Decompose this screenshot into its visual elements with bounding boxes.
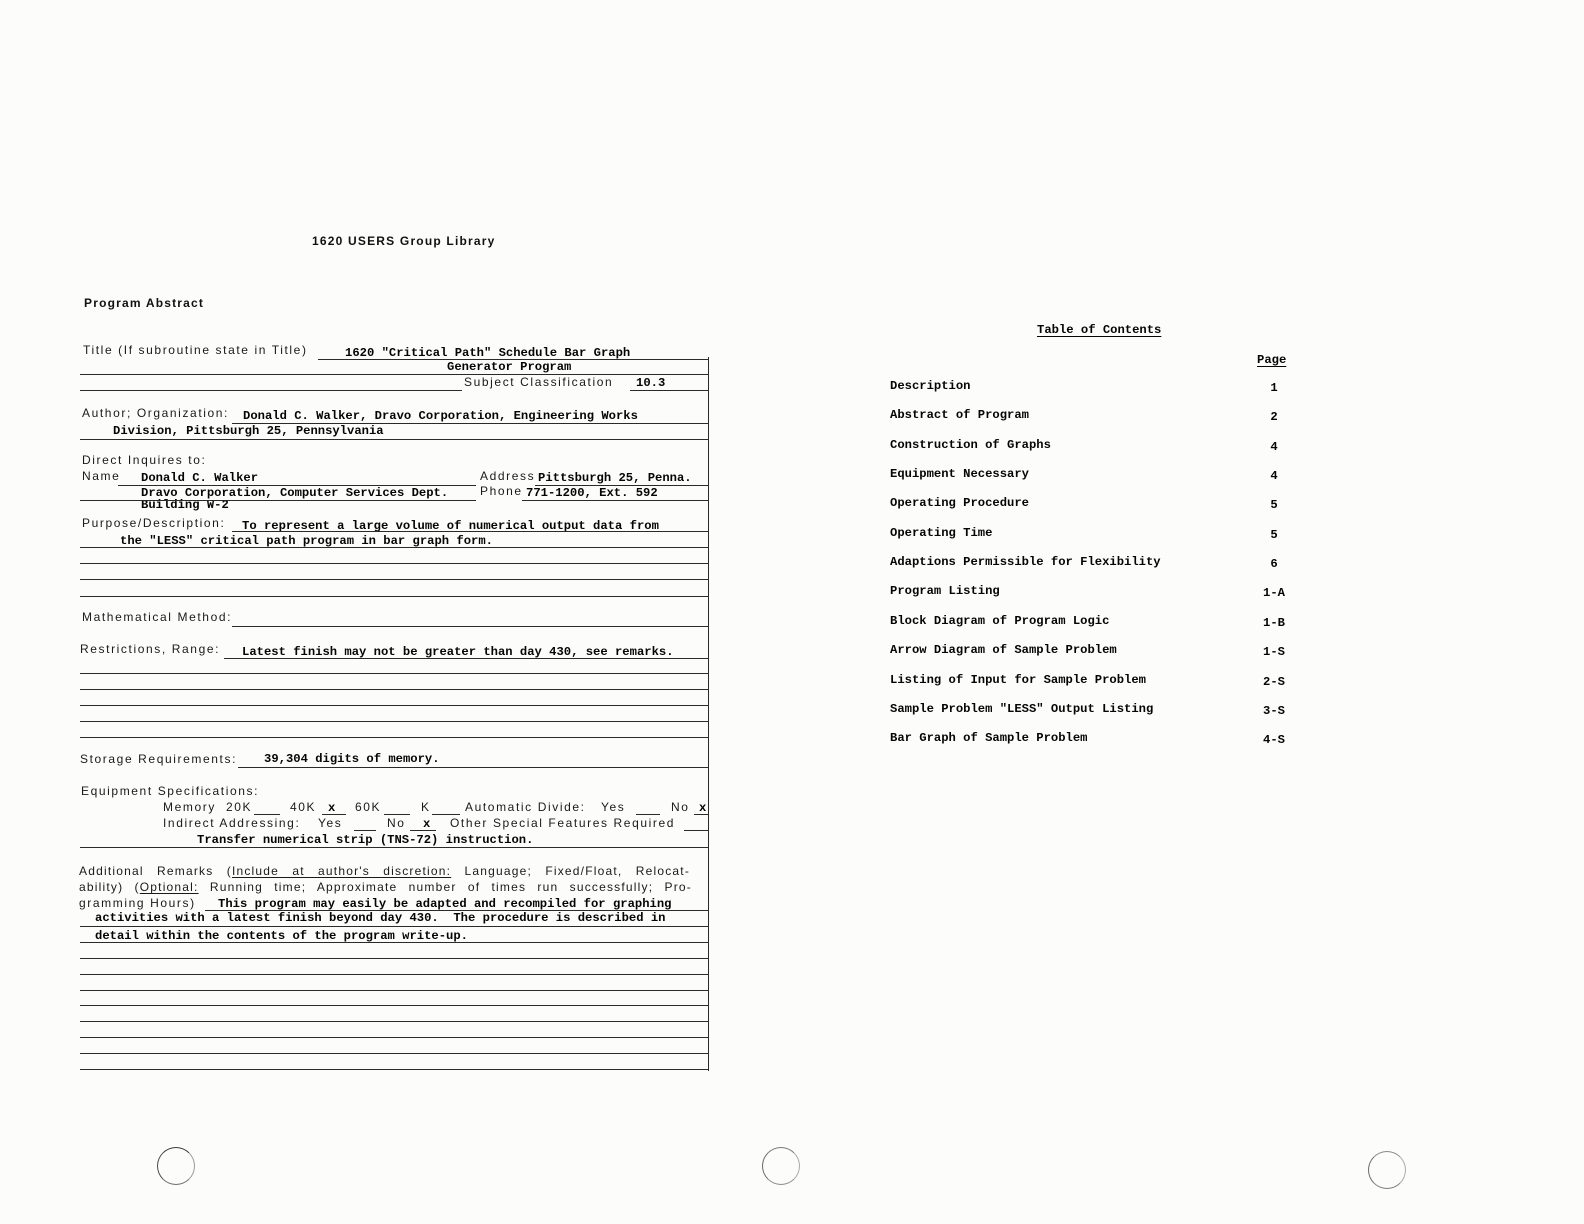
library-heading: 1620 USERS Group Library: [312, 234, 496, 248]
name-value-line1: Donald C. Walker: [141, 471, 259, 485]
toc-row: [870, 439, 1320, 455]
toc-entry-page: 4-S: [1263, 733, 1285, 748]
form-rule: [354, 830, 376, 831]
toc-row: [870, 556, 1320, 572]
title-label: Title (If subroutine state in Title): [83, 343, 308, 357]
toc-row: [870, 409, 1320, 425]
indirect-addressing-yes-label: Yes: [318, 816, 343, 830]
remarks-discretion-note: Include at author's discretion:: [231, 864, 452, 878]
form-rule: [80, 990, 708, 991]
title-value-line2: Generator Program: [447, 360, 572, 374]
form-rule: [630, 390, 708, 391]
remarks-line1-start: Additional Remarks (: [79, 864, 232, 878]
toc-entry-page: 5: [1270, 527, 1278, 542]
toc-row: [870, 732, 1320, 748]
author-value-line1: Donald C. Walker, Dravo Corporation, Engineering Works: [243, 409, 638, 423]
purpose-value-line1: To represent a large volume of numerical output data from: [242, 519, 659, 533]
automatic-divide-no-mark: x: [699, 801, 707, 815]
subject-classification-value: 10.3: [636, 376, 666, 390]
toc-entry-title: Program Listing: [890, 584, 1000, 599]
punch-hole: [762, 1147, 800, 1185]
form-rule: [80, 596, 708, 597]
form-rule: [80, 374, 708, 375]
form-rule: [80, 705, 708, 706]
toc-entry-title: Operating Procedure: [890, 496, 1029, 511]
form-rule: [80, 500, 476, 501]
form-rule: [80, 721, 708, 722]
program-abstract-form: [0, 0, 720, 1080]
indirect-addressing-no-mark: x: [423, 817, 431, 831]
author-label: Author; Organization:: [82, 406, 229, 420]
remarks-line1-end: Language; Fixed/Float, Relocat-: [451, 864, 691, 878]
form-rule: [80, 926, 708, 927]
memory-40k-label: 40K: [290, 800, 317, 814]
form-rule: [80, 1005, 708, 1006]
math-method-label: Mathematical Method:: [82, 610, 233, 624]
form-rule: [80, 1053, 708, 1054]
address-value: Pittsburgh 25, Penna.: [538, 471, 692, 485]
toc-entry-title: Description: [890, 379, 971, 393]
toc-entry-page: 2: [1270, 410, 1278, 425]
remarks-optional-note: Optional:: [139, 880, 199, 894]
name-value-line3: Building W-2: [141, 498, 229, 512]
indirect-addressing-label: Indirect Addressing:: [163, 816, 301, 830]
name-label: Name: [82, 469, 121, 483]
form-rule: [232, 531, 708, 532]
name-value-line2: Dravo Corporation, Computer Services Dept.: [141, 486, 449, 500]
purpose-label: Purpose/Description:: [82, 516, 226, 530]
inquiries-label: Direct Inquires to:: [82, 453, 207, 467]
memory-40k-mark: x: [328, 801, 336, 815]
remarks-value-line2: activities with a latest finish beyond day 430. The procedure is described in: [95, 911, 666, 925]
form-border: [708, 357, 709, 1071]
form-rule: [80, 737, 708, 738]
form-rule: [80, 673, 708, 674]
toc-entry-title: Equipment Necessary: [890, 467, 1029, 482]
toc-entry-page: 1: [1270, 381, 1278, 395]
toc-entry-title: Adaptions Permissible for Flexibility: [890, 555, 1161, 570]
form-rule: [80, 390, 462, 391]
form-rule: [684, 830, 708, 831]
address-label: Address: [480, 469, 536, 483]
purpose-value-line2: the "LESS" critical path program in bar graph form.: [120, 534, 493, 548]
memory-label: Memory: [163, 800, 216, 814]
punch-hole: [157, 1147, 195, 1185]
equipment-heading: Equipment Specifications:: [81, 784, 260, 798]
form-rule: [80, 547, 708, 548]
form-rule: [80, 942, 708, 943]
form-rule: [432, 814, 460, 815]
toc-entry-page: 1-B: [1263, 615, 1285, 630]
form-rule: [80, 1021, 708, 1022]
form-rule: [318, 359, 708, 360]
remarks-line1: [79, 865, 690, 877]
form-rule: [80, 1037, 708, 1038]
toc-row: [870, 468, 1320, 484]
form-rule: [694, 814, 708, 815]
form-rule: [80, 958, 708, 959]
toc-entry-page: 1-A: [1263, 586, 1285, 601]
table-of-contents: [870, 310, 1320, 760]
form-rule: [322, 814, 346, 815]
memory-k-label: K: [421, 800, 431, 814]
form-rule: [535, 485, 708, 486]
toc-row: [870, 703, 1320, 719]
form-rule: [232, 626, 708, 627]
form-rule: [254, 814, 280, 815]
form-rule: [384, 814, 410, 815]
toc-entry-title: Operating Time: [890, 525, 993, 540]
toc-entry-title: Abstract of Program: [890, 408, 1029, 423]
form-rule: [224, 658, 708, 659]
remarks-line2-start: ability) (: [79, 880, 140, 894]
indirect-addressing-no-label: No: [387, 816, 406, 830]
toc-entry-title: Arrow Diagram of Sample Problem: [890, 643, 1117, 658]
toc-row: [870, 380, 1320, 396]
remarks-line3-label: gramming Hours): [79, 896, 196, 910]
form-title: Program Abstract: [84, 296, 205, 310]
toc-entry-page: 4: [1270, 469, 1278, 484]
toc-entry-page: 4: [1270, 439, 1278, 454]
toc-row: [870, 674, 1320, 690]
phone-label: Phone: [480, 484, 523, 498]
toc-entry-page: 6: [1270, 557, 1278, 572]
form-rule: [80, 579, 708, 580]
other-features-value: Transfer numerical strip (TNS-72) instruction.: [197, 833, 534, 847]
memory-20k-label: 20K: [226, 800, 253, 814]
restrictions-value: Latest finish may not be greater than day 430, see remarks.: [242, 645, 674, 659]
automatic-divide-yes-label: Yes: [601, 800, 626, 814]
remarks-line2: [79, 881, 692, 893]
toc-title: Table of Contents: [1037, 323, 1162, 337]
storage-value: 39,304 digits of memory.: [264, 752, 440, 766]
phone-value: 771-1200, Ext. 592: [526, 486, 658, 500]
form-rule: [232, 423, 708, 424]
remarks-value-line3: detail within the contents of the program write-up.: [95, 929, 468, 943]
restrictions-label: Restrictions, Range:: [80, 642, 221, 656]
toc-entry-title: Bar Graph of Sample Problem: [890, 731, 1088, 746]
form-rule: [80, 563, 708, 564]
form-rule: [636, 814, 660, 815]
storage-label: Storage Requirements:: [80, 752, 237, 766]
memory-60k-label: 60K: [355, 800, 382, 814]
toc-entry-page: 5: [1270, 498, 1278, 513]
form-rule: [80, 847, 708, 848]
toc-entry-title: Block Diagram of Program Logic: [890, 613, 1110, 628]
form-rule: [80, 1069, 708, 1070]
toc-row: [870, 527, 1320, 543]
toc-row: [870, 615, 1320, 631]
subject-classification-label: Subject Classification: [464, 375, 614, 389]
form-rule: [80, 439, 708, 440]
form-rule: [238, 767, 708, 768]
toc-page-header: Page: [1257, 353, 1287, 367]
other-features-label: Other Special Features Required: [450, 816, 676, 830]
form-rule: [205, 910, 708, 911]
remarks-value-line1: This program may easily be adapted and recompiled for graphing: [218, 897, 672, 911]
toc-row: [870, 585, 1320, 601]
form-rule: [80, 974, 708, 975]
automatic-divide-no-label: No: [671, 800, 690, 814]
remarks-line2-end: Running time; Approximate number of times run successfully; Pro-: [198, 880, 692, 894]
toc-row: [870, 497, 1320, 513]
form-rule: [410, 830, 436, 831]
toc-entry-title: Listing of Input for Sample Problem: [890, 672, 1146, 687]
toc-row: [870, 644, 1320, 660]
title-value-line1: 1620 "Critical Path" Schedule Bar Graph: [345, 346, 631, 360]
author-value-line2: Division, Pittsburgh 25, Pennsylvania: [113, 424, 384, 438]
toc-entry-title: Construction of Graphs: [890, 437, 1051, 452]
toc-entry-page: 3-S: [1263, 703, 1285, 718]
toc-entry-title: Sample Problem "LESS" Output Listing: [890, 701, 1154, 716]
form-rule: [80, 689, 708, 690]
toc-entry-page: 2-S: [1263, 674, 1285, 689]
punch-hole: [1368, 1151, 1406, 1189]
toc-entry-page: 1-S: [1263, 645, 1285, 660]
form-rule: [118, 485, 476, 486]
form-rule: [522, 500, 708, 501]
automatic-divide-label: Automatic Divide:: [465, 800, 586, 814]
